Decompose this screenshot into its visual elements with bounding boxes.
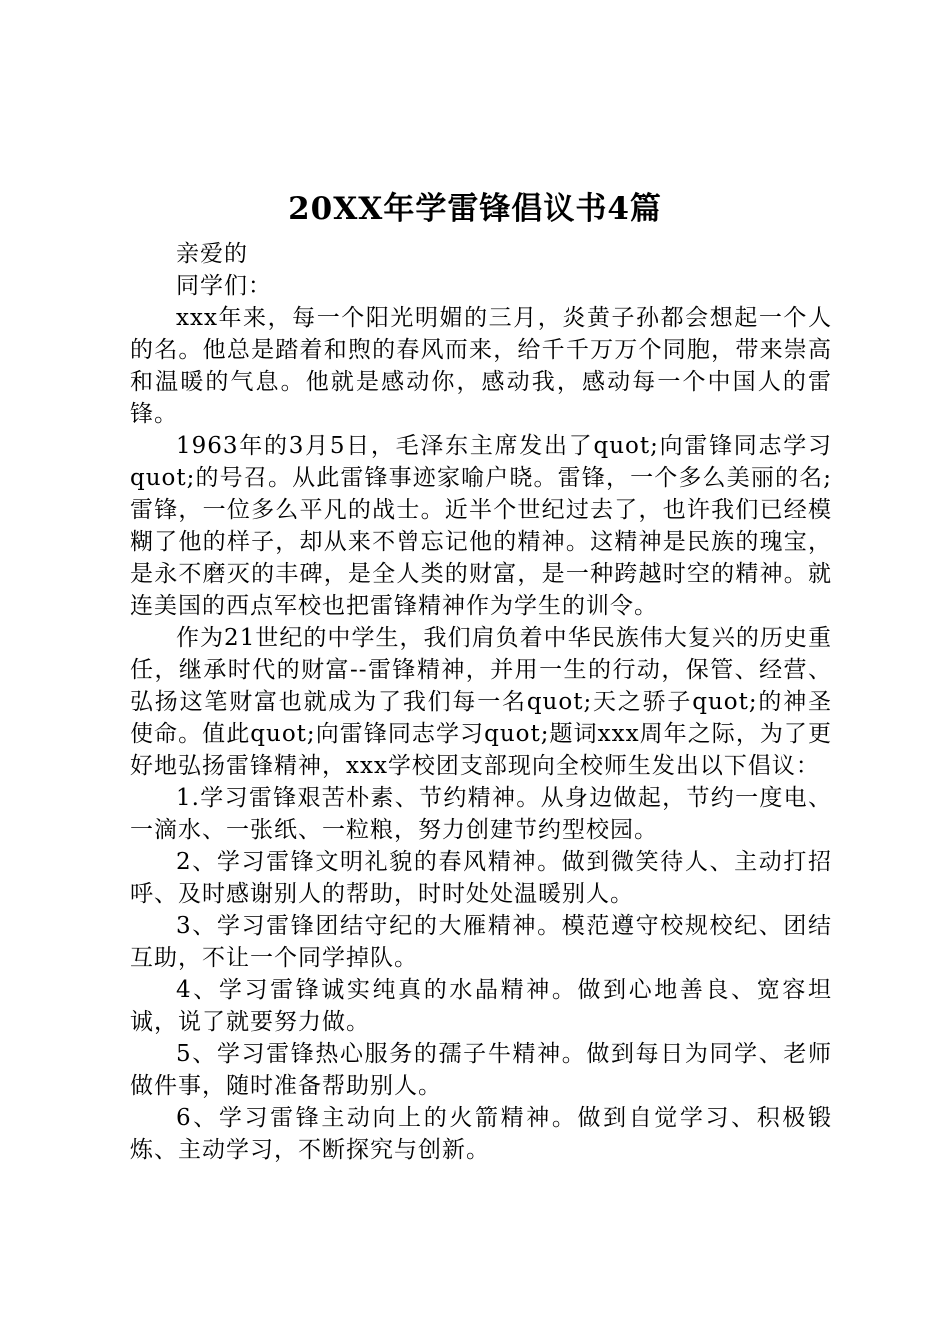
- paragraph: 5、学习雷锋热心服务的孺子牛精神。做到每日为同学、老师做件事，随时准备帮助别人。: [130, 1041, 832, 1099]
- paragraph: 亲爱的: [176, 241, 248, 267]
- paragraph: 同学们：: [176, 273, 272, 299]
- document-title: 20XX年学雷锋倡议书4篇: [288, 191, 662, 227]
- paragraph: 2、学习雷锋文明礼貌的春风精神。做到微笑待人、主动打招呼、及时感谢别人的帮助，时时处处温暖别人。: [130, 849, 832, 907]
- paragraph: 4、学习雷锋诚实纯真的水晶精神。做到心地善良、宽容坦诚，说了就要努力做。: [130, 977, 832, 1035]
- paragraph: 3、学习雷锋团结守纪的大雁精神。模范遵守校规校纪、团结互助，不让一个同学掉队。: [130, 913, 832, 971]
- paragraph: 6、学习雷锋主动向上的火箭精神。做到自觉学习、积极锻炼、主动学习，不断探究与创新。: [130, 1105, 832, 1163]
- document-body: [130, 238, 832, 1166]
- paragraph: 作为21世纪的中学生，我们肩负着中华民族伟大复兴的历史重任，继承时代的财富--雷锋精神，并用一生的行动，保管、经营、弘扬这笔财富也就成为了我们每一名quot;天之骄子quot;的神圣使命。值此quot;向雷锋同志学习quot;题词xxx周年之际，为了更好地弘扬雷锋精神，xxx学校团支部现向全校师生发出以下倡议：: [130, 625, 832, 779]
- paragraph: xxx年来，每一个阳光明媚的三月，炎黄子孙都会想起一个人的名。他总是踏着和煦的春风而来，给千千万万个同胞，带来崇高和温暖的气息。他就是感动你，感动我，感动每一个中国人的雷锋。: [130, 305, 832, 427]
- paragraph: 1963年的3月5日，毛泽东主席发出了quot;向雷锋同志学习quot;的号召。从此雷锋事迹家喻户晓。雷锋，一个多么美丽的名;雷锋，一位多么平凡的战士。近半个世纪过去了，也许我们已经模糊了他的样子，却从来不曾忘记他的精神。这精神是民族的瑰宝，是永不磨灭的丰碑，是全人类的财富，是一种跨越时空的精神。就连美国的西点军校也把雷锋精神作为学生的训令。: [130, 433, 832, 619]
- paragraph: 1.学习雷锋艰苦朴素、节约精神。从身边做起，节约一度电、一滴水、一张纸、一粒粮，努力创建节约型校园。: [130, 785, 832, 843]
